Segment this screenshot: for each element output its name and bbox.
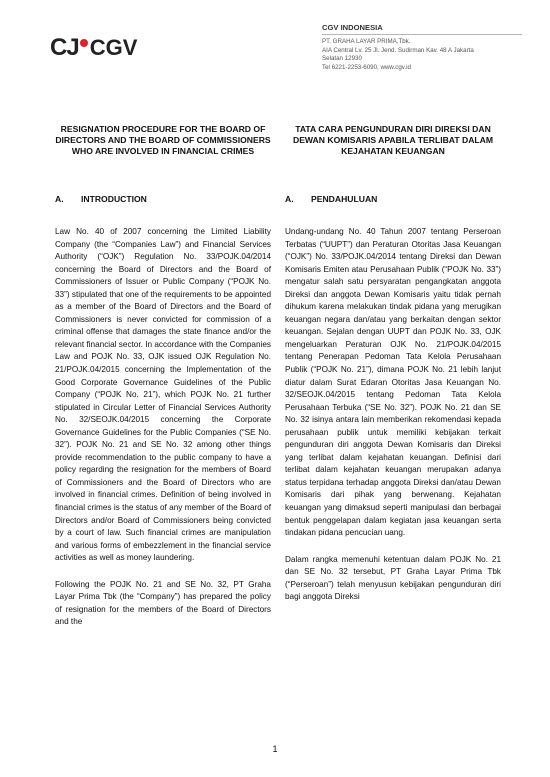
page-number: 1 xyxy=(272,744,278,754)
address-line-1: AIA Central Lv. 25 Jl. Jend. Sudirman Kav. 48 A Jakarta xyxy=(322,46,474,54)
english-paragraph-2: Following the POJK No. 21 and SE No. 32, PT Graha Layar Prima Tbk (the “Company”) has prepared the policy of resignation for the members of the Board of Directors and the xyxy=(55,579,271,627)
cj-cgv-logo xyxy=(50,34,137,62)
section-title: INTRODUCTION xyxy=(81,194,147,204)
logo-cj-text: CJ xyxy=(50,34,79,61)
english-title: RESIGNATION PROCEDURE FOR THE BOARD OF DIRECTORS AND THE BOARD OF COMMISSIONERS WHO ARE INVOLVED IN FINANCIAL CRIMES xyxy=(55,124,271,156)
indonesian-paragraph-1: Undang-undang No. 40 Tahun 2007 tentang Perseroan Terbatas (“UUPT”) dan Peraturan Otoritas Jasa Keuangan (“OJK”) No. 33/POJK.04/2014 tentang Direksi dan Dewan Komisaris Emiten atau Perusahaan Publik (“POJK No. 33”) mengatur salah satu persyaratan pengangkatan anggota Direksi dan anggota Dewan Komisaris yaitu tidak pernah dihukum karena melakukan tindak pidana yang merugikan keuangan negara dan/atau yang berkaitan dengan sektor keuangan. Sejalan dengan UUPT dan POJK No. 33, OJK mengeluarkan Peraturan OJK No. 21/POJK.04/2015 tentang Penerapan Pedoman Tata Kelola Perusahaan Publik (“POJK No. 21”), dimana POJK No. 21 lebih lanjut diatur dalam Surat Edaran Otoritas Jasa Keuangan No. 32/SEOJK.04/2015 tentang Pedoman Tata Kelola Perusahaan Terbuka (“SE No. 32”). POJK No. 21 dan SE No. 32 isinya antara lain memberikan rekomendasi kepada perusahaan publik untuk memiliki kebijakan terkait pengunduran diri anggota Dewan Komisaris dan Direksi yang terlibat dalam kejahatan keuangan. Definisi dari terlibat dalam kejahatan keuangan merupakan adanya status terpidana terhadap anggota Direksi dan/atau Dewan Komisaris dari pihak yang berwenang. Kejahatan keuangan yang dimaksud seperti manipulasi dan berbagai bentuk penggelapan dalam kegiatan jasa keuangan serta tindakan pidana pencucian uang. xyxy=(285,227,501,538)
header-divider xyxy=(322,34,522,35)
address-line-2: Selatan 12930 xyxy=(322,55,362,63)
english-section-heading xyxy=(55,194,271,204)
indonesian-title: TATA CARA PENGUNDURAN DIRI DIREKSI DAN DEWAN KOMISARIS APABILA TERLIBAT DALAM KEJAHATAN KEUANGAN xyxy=(292,124,494,156)
section-title: PENDAHULUAN xyxy=(311,194,378,204)
logo-cgv-text: CGV xyxy=(89,35,138,60)
indonesian-section-heading xyxy=(285,194,501,204)
legal-name: PT. GRAHA LAYAR PRIMA,Tbk. xyxy=(322,38,411,46)
section-number: A. xyxy=(285,194,294,204)
contact-line: Tel 6221-2253-6090, www.cgv.id xyxy=(322,63,411,71)
english-paragraph-1: Law No. 40 of 2007 concerning the Limited Liability Company (the “Companies Law”) and Financial Services Authority (“OJK”) Regulation No. 33/POJK.04/2014 concerning the Board of Directors and the Board of Commissioners of Issuer or Public Company (“POJK No. 33”) stipulated that one of the requirements to be appointed as a member of the Board of Directors and the Board of Commissioners is never convicted for commission of a criminal offense that damages the state finance and/or the relevant financial sector. In accordance with the Companies Law and POJK No. 33, OJK issued OJK Regulation No. 21/POJK.04/2015 concerning the Implementation of the Good Corporate Governance Guidelines of the Public Company (“POJK No. 21”), which POJK No. 21 further stipulated in Circular Letter of Financial Services Authority No. 32/SEOJK.04/2015 concerning the Corporate Governance Guidelines for the Public Companies (“SE No. 32”). POJK No. 21 and SE No. 32 among other things provide recommendation to the public company to have a policy regarding the resignation for the members of Board of Commissioners and the Board of Directors who are involved in financial crimes. Definition of being involved in financial crimes is the status of any member of the Board of Directors and/or Board of Commissioners being convicted by a court of law. Such financial crimes are manipulation and various forms of embezzlement in the financial service activities as well as money laundering. xyxy=(55,227,271,563)
indonesian-column xyxy=(285,124,501,618)
company-name: CGV INDONESIA xyxy=(322,23,383,32)
indonesian-paragraph-2: Dalam rangka memenuhi ketentuan dalam POJK No. 21 dan SE No. 32 tersebut, PT Graha Layar Prima Tbk (“Perseroan”) telah menyusun kebijakan pengunduran diri bagi anggota Direksi xyxy=(285,554,501,602)
company-info xyxy=(322,24,532,72)
section-number: A. xyxy=(55,194,64,204)
logo-red-dot-icon xyxy=(80,39,88,47)
english-column xyxy=(55,124,271,643)
